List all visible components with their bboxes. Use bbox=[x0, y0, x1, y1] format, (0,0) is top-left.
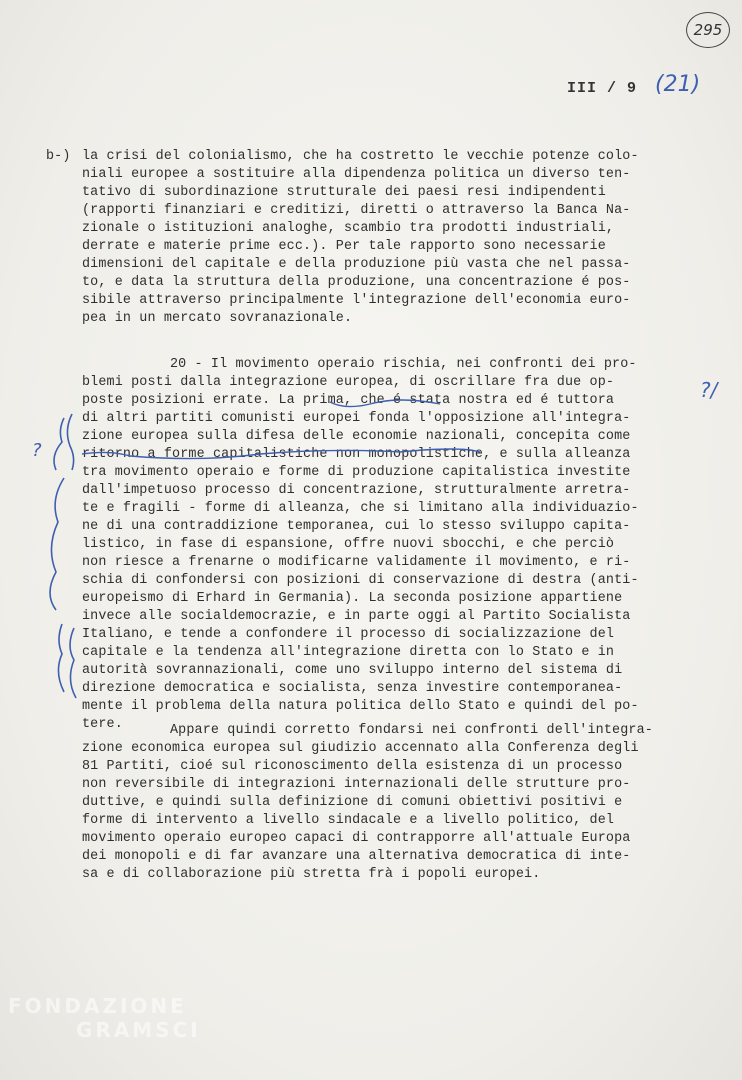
text-line: dimensioni del capitale e della produzione più vasta che nel passa- bbox=[82, 257, 631, 272]
text-line: forme di intervento a livello sindacale e a livello politico, del bbox=[82, 813, 615, 828]
text-line: la crisi del colonialismo, che ha costretto le vecchie potenze colo- bbox=[82, 149, 639, 164]
text-line: capitale e la tendenza all'integrazione diretta con lo Stato e in bbox=[82, 645, 615, 660]
text-line: non riesce a frenarne o modificarne validamente il movimento, e ri- bbox=[82, 555, 631, 570]
underline-mark bbox=[82, 449, 480, 459]
text-line: Appare quindi corretto fondarsi nei confronti dell'integra- bbox=[170, 723, 653, 738]
text-line: derrate e materie prime ecc.). Per tale rapporto sono necessarie bbox=[82, 239, 606, 254]
text-line: mente il problema della natura politica dello Stato e quindi del po- bbox=[82, 699, 639, 714]
text-line: invece alle socialdemocrazie, e in parte oggi al Partito Socialista bbox=[82, 609, 631, 624]
text-line: 20 - Il movimento operaio rischia, nei confronti dei pro- bbox=[170, 357, 637, 372]
text-line: tere. bbox=[82, 717, 123, 732]
text-line: te e fragili - forme di alleanza, che si limitano alla individuazio- bbox=[82, 501, 639, 516]
text-line: schia di confondersi con posizioni di conservazione di destra (anti- bbox=[82, 573, 639, 588]
page-reference-handwritten: (21) bbox=[655, 72, 701, 97]
text-line: Italiano, e tende a confondere il processo di socializzazione del bbox=[82, 627, 615, 642]
text-line: zione europea sulla difesa delle economie nazionali, concepita come bbox=[82, 429, 631, 444]
bracket-mark bbox=[70, 628, 76, 698]
text-line: duttive, e quindi sulla definizione di comuni obiettivi positivi e bbox=[82, 795, 623, 810]
text-line: (rapporti finanziari e creditizi, diretti o attraverso la Banca Na- bbox=[82, 203, 631, 218]
bracket-mark bbox=[67, 414, 73, 470]
watermark bbox=[8, 994, 201, 1042]
watermark-line: FONDAZIONE bbox=[8, 994, 187, 1018]
text-line: autorità sovrannazionali, come uno sviluppo interno del sistema di bbox=[82, 663, 623, 678]
margin-annotation-right: ?/ bbox=[700, 378, 718, 402]
text-line: di altri partiti comunisti europei fonda l'opposizione all'integra- bbox=[82, 411, 631, 426]
text-line: to, e data la struttura della produzione, una concentrazione é pos- bbox=[82, 275, 631, 290]
text-line: sa e di collaborazione più stretta frà i popoli europei. bbox=[82, 867, 541, 882]
text-line: tativo di subordinazione strutturale dei paesi resi indipendenti bbox=[82, 185, 606, 200]
page-reference: III / 9 bbox=[567, 80, 638, 97]
section-b-label: b-) bbox=[46, 149, 71, 164]
bracket-mark bbox=[58, 624, 64, 692]
text-line: zione economica europea sul giudizio accennato alla Conferenza degli bbox=[82, 741, 639, 756]
archive-number: 295 bbox=[693, 21, 723, 39]
text-line: niali europee a sostituire alla dipendenza politica un diverso ten- bbox=[82, 167, 631, 182]
text-line: ne di una contraddizione temporanea, cui lo stesso sviluppo capita- bbox=[82, 519, 631, 534]
text-line: dall'impetuoso processo di concentrazione, strutturalmente arretra- bbox=[82, 483, 631, 498]
text-line: europeismo di Erhard in Germania). La seconda posizione appartiene bbox=[82, 591, 623, 606]
text-line: tra movimento operaio e forme di produzione capitalistica investite bbox=[82, 465, 631, 480]
margin-annotation-left: ? bbox=[32, 440, 42, 461]
underline-mark bbox=[330, 400, 440, 407]
text-line: sibile attraverso principalmente l'integrazione dell'economia euro- bbox=[82, 293, 631, 308]
text-line: movimento operaio europeo capaci di contrapporre all'attuale Europa bbox=[82, 831, 631, 846]
bracket-mark bbox=[50, 478, 64, 610]
text-line: zionale o istituzioni analoghe, scambio tra prodotti industriali, bbox=[82, 221, 615, 236]
text-line: direzione democratica e socialista, senza investire contemporanea- bbox=[82, 681, 623, 696]
text-line: blemi posti dalla integrazione europea, di oscrillare fra due op- bbox=[82, 375, 615, 390]
text-line: ritorno a forme capitalistiche non monopolistiche, e sulla alleanza bbox=[82, 447, 631, 462]
text-line: non reversibile di integrazioni internazionali delle strutture pro- bbox=[82, 777, 631, 792]
text-line: 81 Partiti, cioé sul riconoscimento della esistenza di un processo bbox=[82, 759, 623, 774]
text-line: listico, in fase di espansione, offre nuovi sbocchi, e che perciò bbox=[82, 537, 615, 552]
text-line: pea in un mercato sovranazionale. bbox=[82, 311, 353, 326]
watermark-line: GRAMSCI bbox=[76, 1018, 201, 1042]
text-line: dei monopoli e di far avanzare una alternativa democratica di inte- bbox=[82, 849, 631, 864]
text-line: poste posizioni errate. La prima, che é stata nostra ed é tuttora bbox=[82, 393, 615, 408]
bracket-mark bbox=[54, 418, 64, 470]
